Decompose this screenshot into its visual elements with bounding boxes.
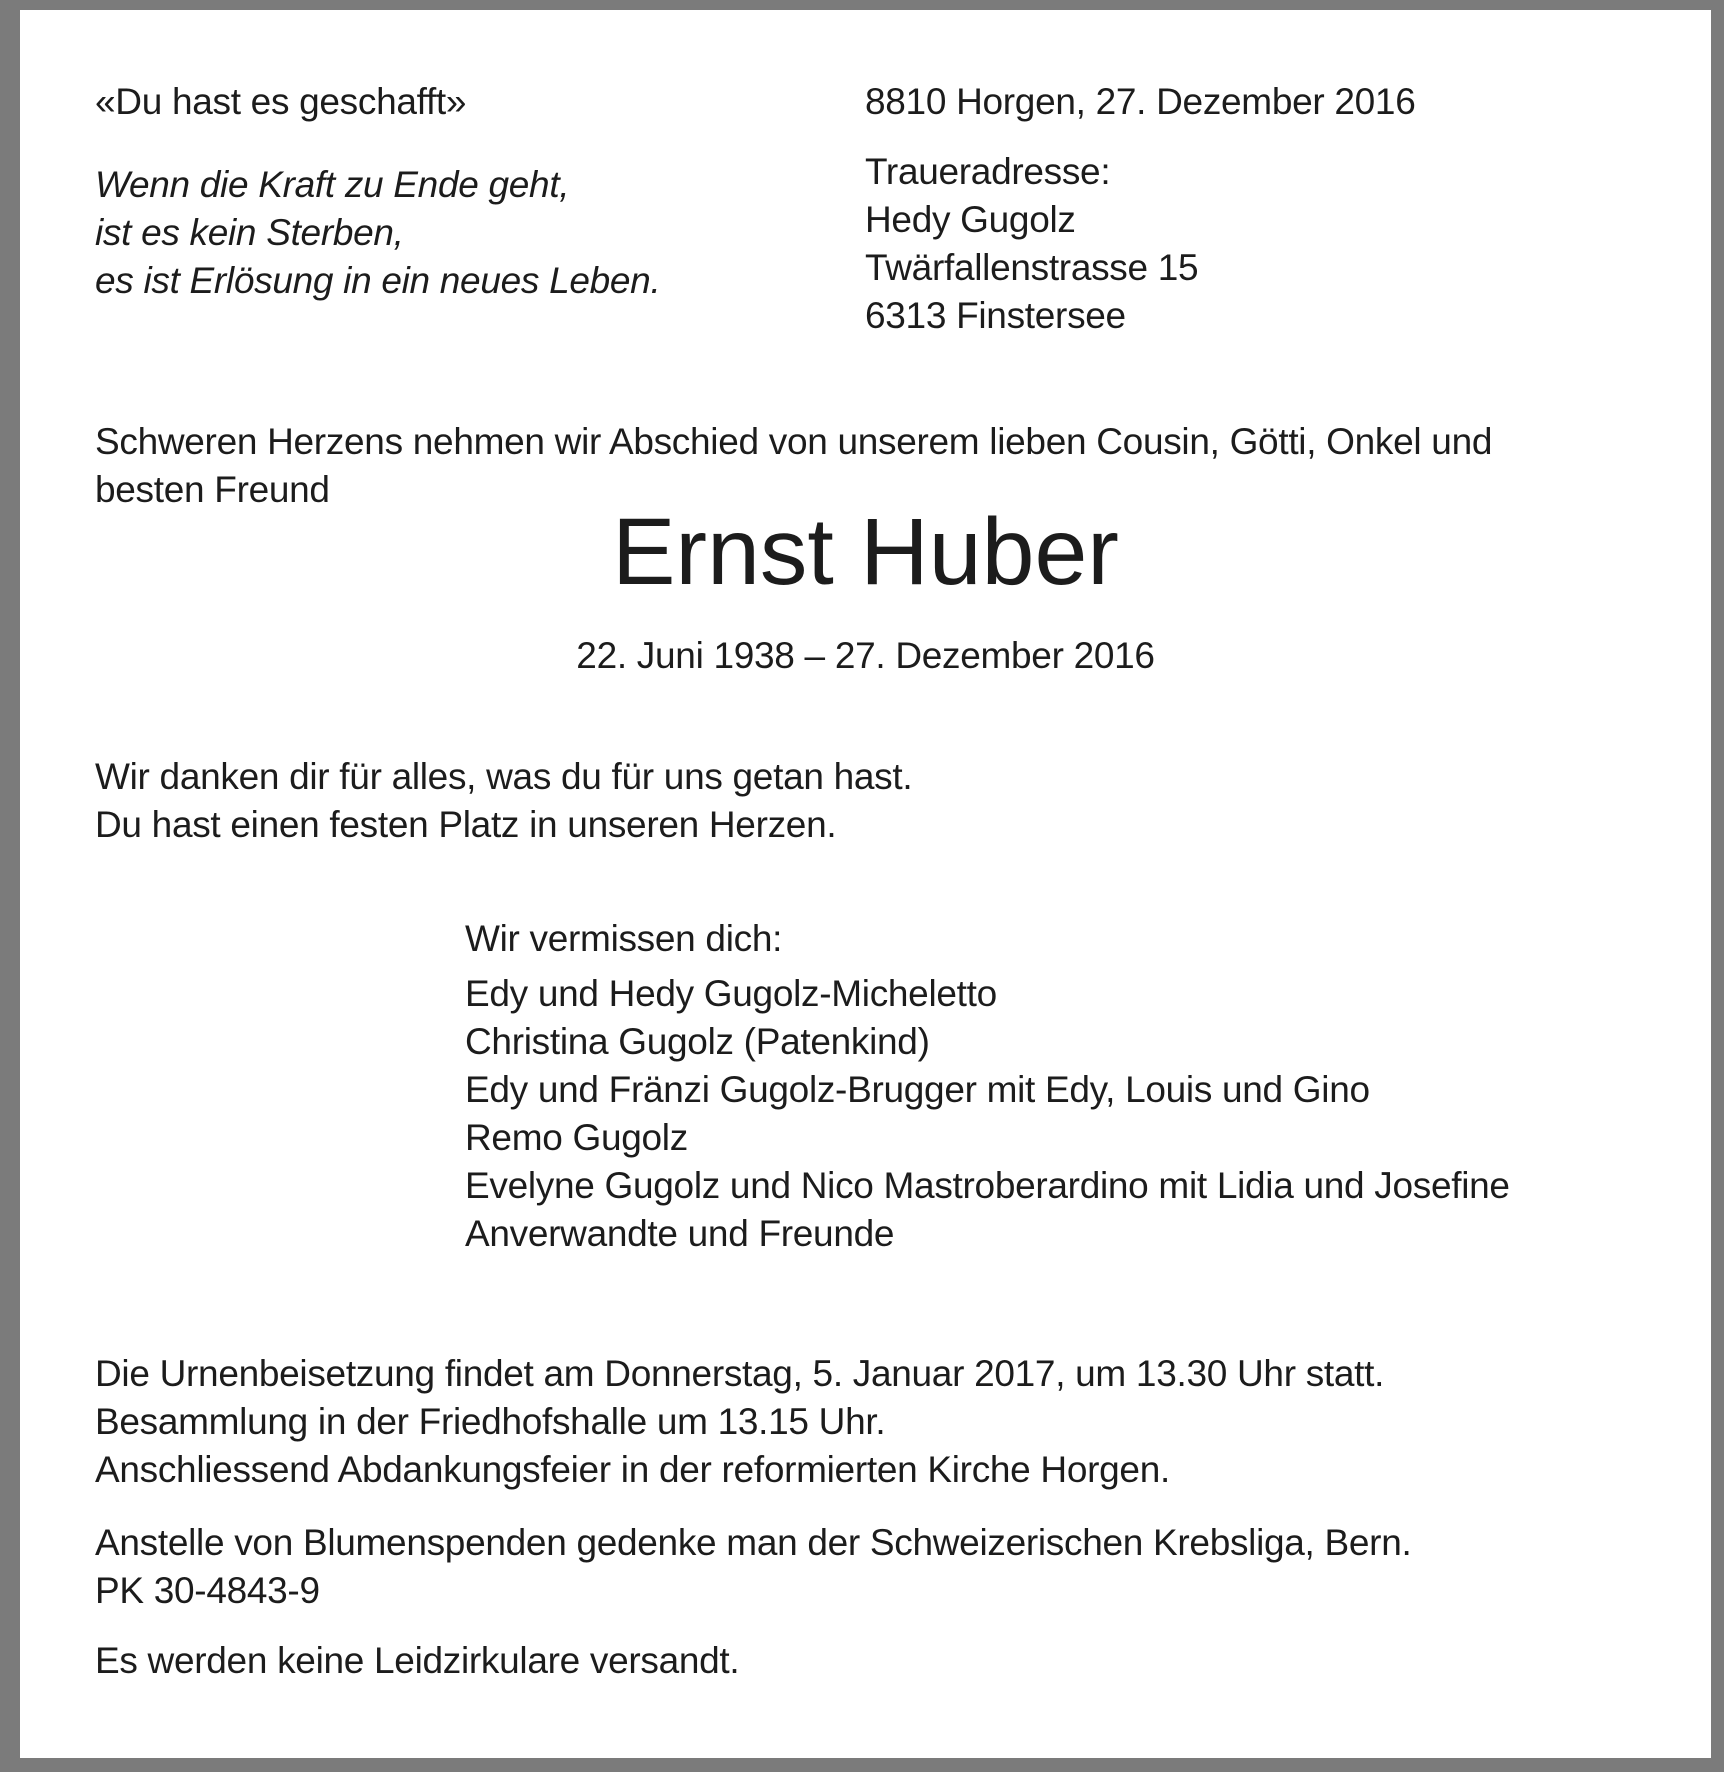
- donation-line: PK 30-4843-9: [95, 1570, 320, 1611]
- mourner-line: Anverwandte und Freunde: [465, 1213, 895, 1254]
- life-dates: 22. Juni 1938 – 27. Dezember 2016: [576, 635, 1155, 676]
- thanks-block: [95, 753, 912, 849]
- name-block: [20, 499, 1711, 605]
- mourner-line: Christina Gugolz (Patenkind): [465, 1021, 930, 1062]
- thanks-line: Du hast einen festen Platz in unseren Herzen.: [95, 804, 837, 845]
- verse-line: ist es kein Sterben,: [95, 212, 404, 253]
- mourner-line: Edy und Hedy Gugolz-Micheletto: [465, 973, 997, 1014]
- closing-line: Es werden keine Leidzirkulare versandt.: [95, 1640, 740, 1681]
- funeral-line: Die Urnenbeisetzung findet am Donnerstag, 5. Januar 2017, um 13.30 Uhr statt.: [95, 1353, 1385, 1394]
- mourner-line: Evelyne Gugolz und Nico Mastroberardino mit Lidia und Josefine: [465, 1165, 1510, 1206]
- funeral-info-block: [95, 1350, 1384, 1494]
- dates-block: [20, 632, 1711, 680]
- mourning-address-label: Traueradresse:: [865, 151, 1111, 192]
- donation-block: [95, 1519, 1411, 1615]
- donation-line: Anstelle von Blumenspenden gedenke man der Schweizerischen Krebsliga, Bern.: [95, 1522, 1412, 1563]
- mourners-block: [465, 915, 1510, 1258]
- mourner-line: Edy und Fränzi Gugolz-Brugger mit Edy, Louis und Gino: [465, 1069, 1370, 1110]
- intro-line: Schweren Herzens nehmen wir Abschied von unserem lieben Cousin, Götti, Onkel und: [95, 421, 1493, 462]
- funeral-line: Anschliessend Abdankungsfeier in der reformierten Kirche Horgen.: [95, 1449, 1170, 1490]
- verse-line: es ist Erlösung in ein neues Leben.: [95, 260, 661, 301]
- place-date-line: 8810 Horgen, 27. Dezember 2016: [865, 81, 1416, 122]
- mourner-line: Remo Gugolz: [465, 1117, 688, 1158]
- closing-block: [95, 1637, 739, 1685]
- obituary-sheet: [20, 10, 1711, 1758]
- quote-heading: «Du hast es geschafft»: [95, 81, 467, 122]
- address-block: [865, 78, 1415, 340]
- funeral-line: Besammlung in der Friedhofshalle um 13.15 Uhr.: [95, 1401, 886, 1442]
- mourners-heading: Wir vermissen dich:: [465, 918, 783, 959]
- deceased-name: Ernst Huber: [612, 499, 1119, 605]
- intro-line: besten Freund: [95, 469, 330, 510]
- mourning-address-line: Hedy Gugolz: [865, 199, 1076, 240]
- mourning-address-line: Twärfallenstrasse 15: [865, 247, 1199, 288]
- verse-line: Wenn die Kraft zu Ende geht,: [95, 164, 570, 205]
- quote-block: [95, 78, 660, 305]
- mourning-address-line: 6313 Finstersee: [865, 295, 1126, 336]
- thanks-line: Wir danken dir für alles, was du für uns getan hast.: [95, 756, 913, 797]
